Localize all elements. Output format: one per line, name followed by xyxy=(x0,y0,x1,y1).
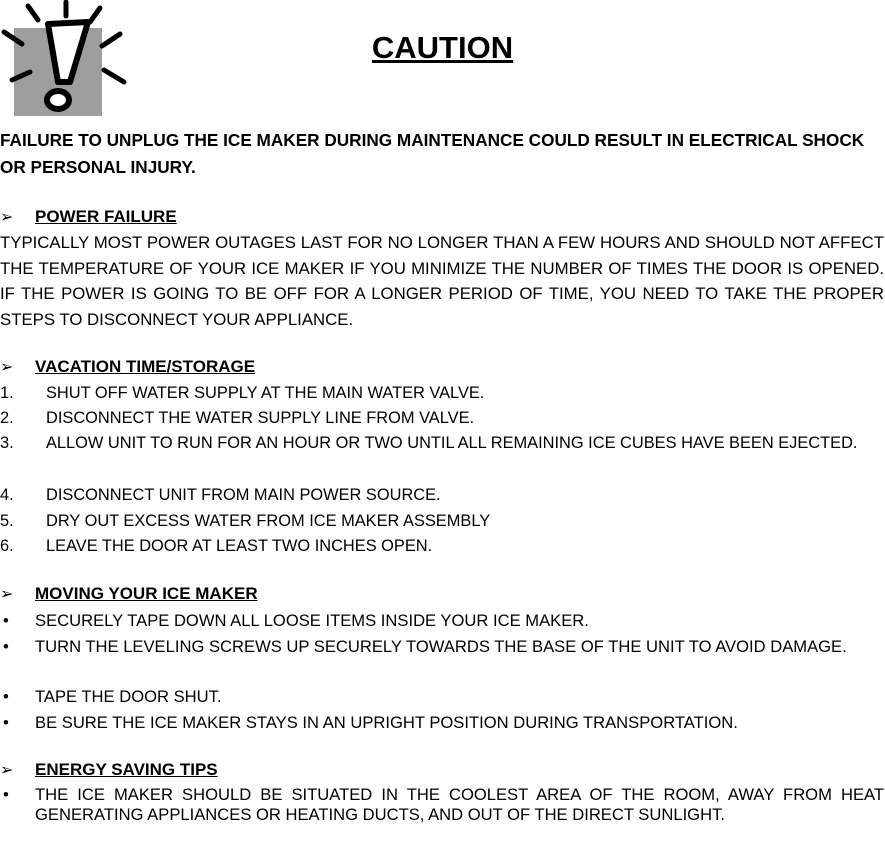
item-number: 4. xyxy=(0,486,14,504)
heading-label: POWER FAILURE xyxy=(35,207,177,226)
heading-label: MOVING YOUR ICE MAKER xyxy=(35,584,258,603)
arrow-bullet-icon: ➢ xyxy=(0,359,14,376)
item-text: SHUT OFF WATER SUPPLY AT THE MAIN WATER VALVE. xyxy=(46,384,485,402)
arrow-bullet-icon: ➢ xyxy=(0,209,14,226)
heading-label: VACATION TIME/STORAGE xyxy=(35,357,256,376)
item-text: SECURELY TAPE DOWN ALL LOOSE ITEMS INSIDE YOUR ICE MAKER. xyxy=(35,611,589,630)
bullet-icon: • xyxy=(3,611,9,630)
warning-text: FAILURE TO UNPLUG THE ICE MAKER DURING MAINTENANCE COULD RESULT IN ELECTRICAL SHOCK OR PERSONAL INJURY. xyxy=(0,130,865,177)
heading-label: ENERGY SAVING TIPS xyxy=(35,760,218,779)
item-text: BE SURE THE ICE MAKER STAYS IN AN UPRIGHT POSITION DURING TRANSPORTATION. xyxy=(35,713,738,732)
item-text: DISCONNECT THE WATER SUPPLY LINE FROM VALVE. xyxy=(46,409,475,427)
item-number: 1. xyxy=(0,384,14,402)
item-number: 3. xyxy=(0,434,14,452)
item-text: DRY OUT EXCESS WATER FROM ICE MAKER ASSEMBLY xyxy=(46,512,491,530)
item-text: THE ICE MAKER SHOULD BE SITUATED IN THE COOLEST AREA OF THE ROOM, AWAY FROM HEAT GENERATING APPLIANCES OR HEATING DUCTS, AND OUT OF THE DIRECT SUNLIGHT. xyxy=(35,785,884,824)
bullet-icon: • xyxy=(3,687,9,706)
item-text: DISCONNECT UNIT FROM MAIN POWER SOURCE. xyxy=(46,486,441,504)
bullet-icon: • xyxy=(3,637,9,656)
item-text: ALLOW UNIT TO RUN FOR AN HOUR OR TWO UNTIL ALL REMAINING ICE CUBES HAVE BEEN EJECTED. xyxy=(46,434,858,452)
page-title: CAUTION xyxy=(371,30,514,65)
arrow-bullet-icon: ➢ xyxy=(0,762,14,779)
arrow-bullet-icon: ➢ xyxy=(0,586,14,603)
item-text: LEAVE THE DOOR AT LEAST TWO INCHES OPEN. xyxy=(46,537,433,555)
power-failure-text: TYPICALLY MOST POWER OUTAGES LAST FOR NO LONGER THAN A FEW HOURS AND SHOULD NOT AFFECT THE TEMPERATURE OF YOUR ICE MAKER IF YOU MINIMIZE THE NUMBER OF TIMES THE DOOR IS OPENED. IF THE POWER IS GOING TO BE OFF FOR A LONGER PERIOD OF TIME, YOU NEED TO TAKE THE PROPER STEPS TO DISCONNECT YOUR APPLIANCE. xyxy=(0,233,884,329)
bullet-icon: • xyxy=(3,785,9,804)
item-number: 5. xyxy=(0,512,14,530)
bullet-icon: • xyxy=(3,713,9,732)
item-text: TURN THE LEVELING SCREWS UP SECURELY TOWARDS THE BASE OF THE UNIT TO AVOID DAMAGE. xyxy=(35,637,847,656)
item-text: TAPE THE DOOR SHUT. xyxy=(35,687,222,706)
item-number: 2. xyxy=(0,409,14,427)
item-number: 6. xyxy=(0,537,14,555)
